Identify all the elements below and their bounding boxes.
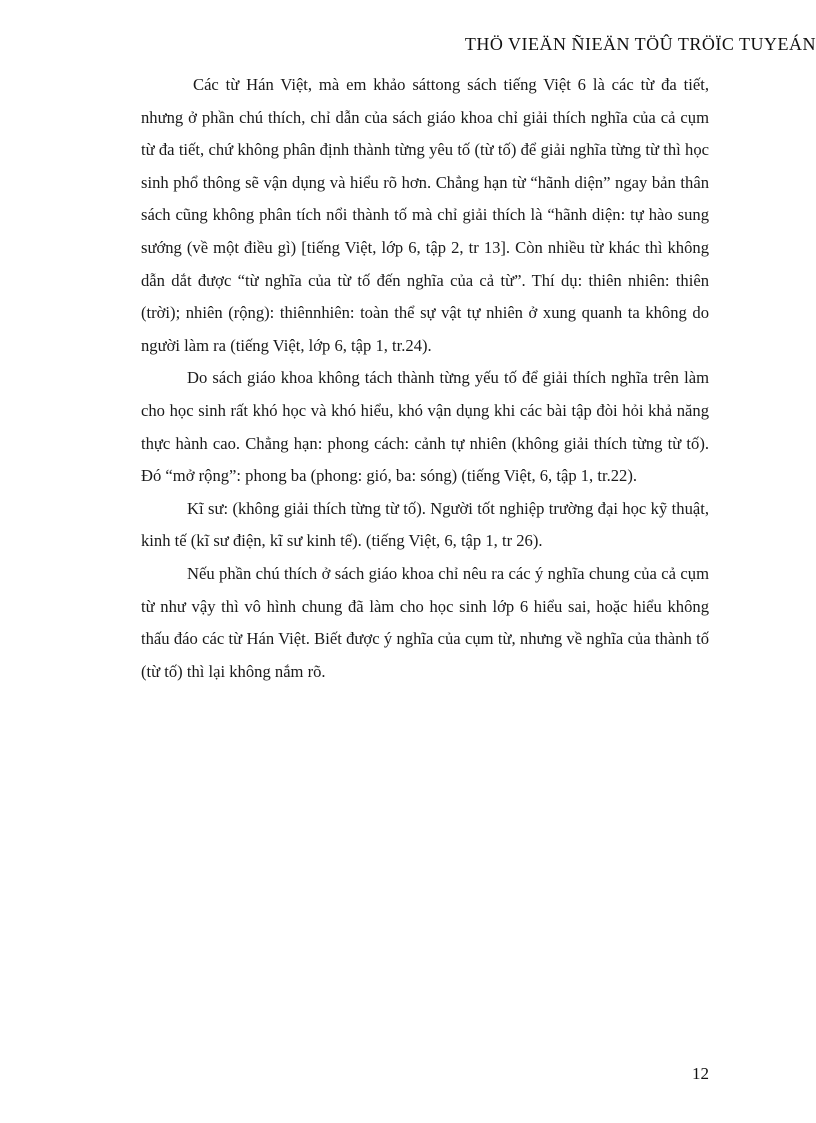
running-header: THÖ VIEÄN ÑIEÄN TÖÛ TRÖÏC TUYEÁN xyxy=(464,34,816,54)
paragraph: Do sách giáo khoa không tách thành từng yếu tố để giải thích nghĩa trên làm cho học sinh rất khó học và khó hiểu, khó vận dụng khi các bài tập đòi hỏi khả năng thực hành cao. Chẳng hạn: phong cách: cảnh tự nhiên (không giải thích từng từ tố). Đó “mở rộng”: phong ba (phong: gió, ba: sóng) (tiếng Việt, 6, tập 1, tr.22). xyxy=(141,368,709,486)
paragraph: Nếu phần chú thích ở sách giáo khoa chỉ nêu ra các ý nghĩa chung của cả cụm từ như vậy thì vô hình chung đã làm cho học sinh lớp 6 hiểu sai, hoặc hiểu không thấu đáo các từ Hán Việt. Biết được ý nghĩa của cụm từ, nhưng về nghĩa của thành tố (từ tố) thì lại không nắm rõ. xyxy=(141,563,709,681)
page-number: 12 xyxy=(692,1064,709,1083)
paragraph: Kĩ sư: (không giải thích từng từ tố). Người tốt nghiệp trường đại học kỹ thuật, kinh tế (kĩ sư điện, kĩ sư kinh tế). (tiếng Việt, 6, tập 1, tr 26). xyxy=(141,498,709,551)
paragraph: Các từ Hán Việt, mà em khảo sáttong sách tiếng Việt 6 là các từ đa tiết, nhưng ở phần chú thích, chỉ dẫn của sách giáo khoa chỉ giải thích nghĩa của cả cụm từ đa tiết, chứ không phân định thành từng yêu tố (từ tố) để giải nghĩa từng từ thì học sinh phổ thông sẽ vận dụng và hiểu rõ hơn. Chẳng hạn từ “hãnh diện” ngay bản thân sách cũng không phân tích nổi thành tố mà chỉ giải thích là “hãnh diện: tự hào sung sướng (về một điều gì) [tiếng Việt, lớp 6, tập 2, tr 13]. Còn nhiều từ khác thì không dẫn dắt được “từ nghĩa của từ tố đến nghĩa của cả từ”. Thí dụ: thiên nhiên: thiên (trời); nhiên (rộng): thiênnhiên: toàn thể sự vật tự nhiên ở xung quanh ta không do người làm ra (tiếng Việt, lớp 6, tập 1, tr.24). xyxy=(141,75,709,355)
body-text xyxy=(141,69,709,688)
